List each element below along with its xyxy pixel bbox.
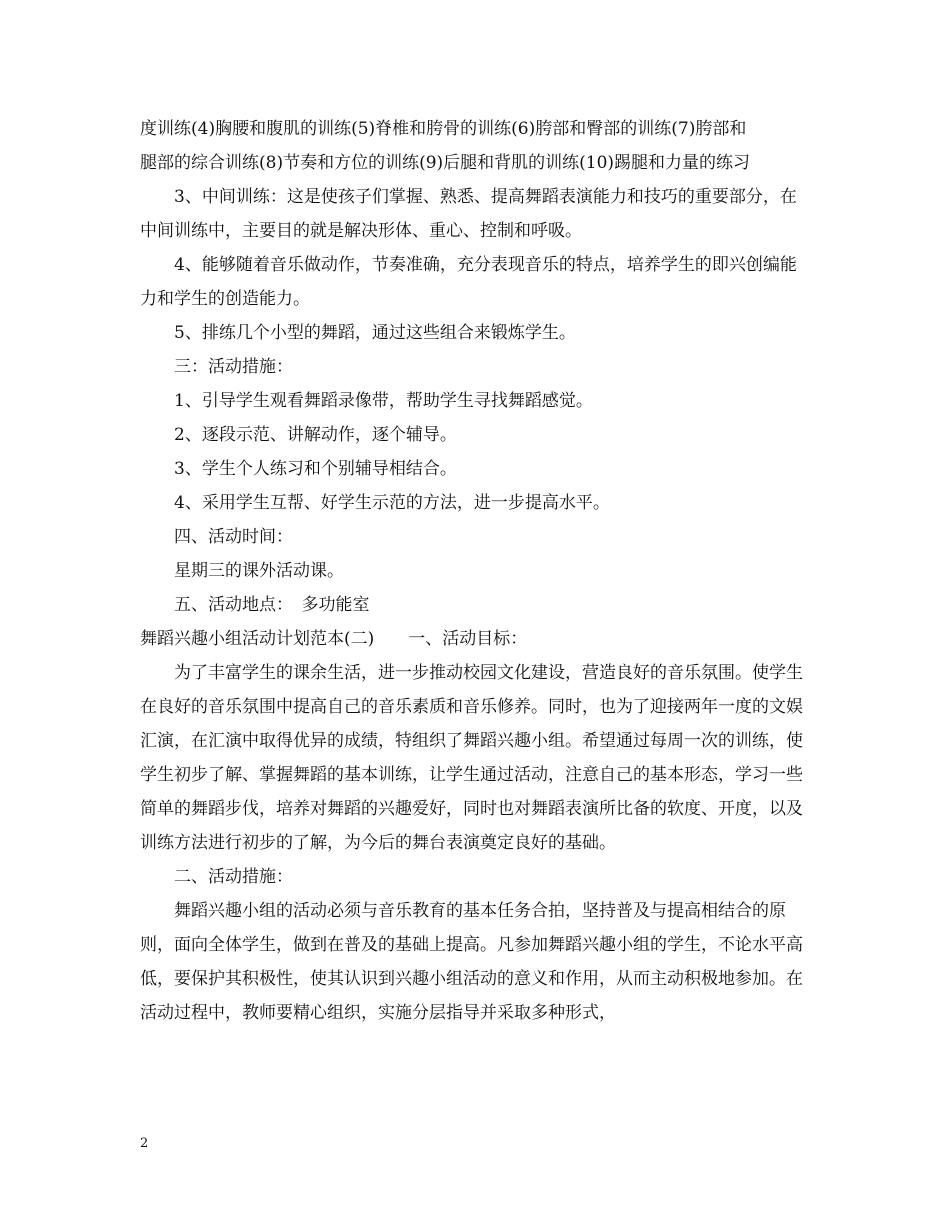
paragraph-music-movement: 4、能够随着音乐做动作，节奏准确，充分表现音乐的特点，培养学生的即兴创编能力和学生的创造能力。 [140,255,797,309]
list-item: 1、引导学生观看舞蹈录像带，帮助学生寻找舞蹈感觉。 [174,391,593,411]
section-heading-time: 四、活动时间： [174,527,293,547]
paragraph-time: 星期三的课外活动课。 [174,561,344,581]
paragraph-measures: 舞蹈兴趣小组的活动必须与音乐教育的基本任务合拍，坚持普及与提高相结合的原则，面向全体学生，做到在普及的基础上提高。凡参加舞蹈兴趣小组的学生，不论水平高低，要保护其积极性，使其认识到兴趣小组活动的意义和作用，从而主动积极地参加。在活动过程中，教师要精心组织，实施分层指导并采取多种形式， [140,901,803,1023]
section-heading-measures-2: 二、活动措施： [174,867,293,887]
section-heading-location: 五、活动地点： 多功能室 [174,595,370,615]
paragraph-rehearsal: 5、排练几个小型的舞蹈，通过这些组合来锻炼学生。 [174,323,576,343]
document-subtitle: 舞蹈兴趣小组活动计划范本(二) 一、活动目标： [140,629,528,649]
paragraph-goals: 为了丰富学生的课余生活，进一步推动校园文化建设，营造良好的音乐氛围。使学生在良好的音乐氛围中提高自己的音乐素质和音乐修养。同时，也为了迎接两年一度的文娱汇演，在汇演中取得优异的成绩，特组织了舞蹈兴趣小组。希望通过每周一次的训练，使学生初步了解、掌握舞蹈的基本训练，让学生通过活动，注意自己的基本形态，学习一些简单的舞蹈步伐，培养对舞蹈的兴趣爱好，同时也对舞蹈表演所比备的软度、开度，以及训练方法进行初步的了解，为今后的舞台表演奠定良好的基础。 [140,663,803,853]
document-body [140,112,812,1030]
page-number: 2 [140,1136,149,1151]
list-item: 3、学生个人练习和个别辅导相结合。 [174,459,457,479]
section-heading-measures: 三：活动措施： [174,357,293,377]
text-line: 度训练(4)胸腰和腹肌的训练(5)脊椎和胯骨的训练(6)胯部和臀部的训练(7)胯部和 [140,119,747,139]
paragraph-middle-training: 3、中间训练：这是使孩子们掌握、熟悉、提高舞蹈表演能力和技巧的重要部分，在中间训练中，主要目的就是解决形体、重心、控制和呼吸。 [140,187,797,241]
list-item: 2、逐段示范、讲解动作，逐个辅导。 [174,425,457,445]
text-line: 腿部的综合训练(8)节奏和方位的训练(9)后腿和背肌的训练(10)踢腿和力量的练习 [140,153,751,173]
list-item: 4、采用学生互帮、好学生示范的方法，进一步提高水平。 [174,493,610,513]
